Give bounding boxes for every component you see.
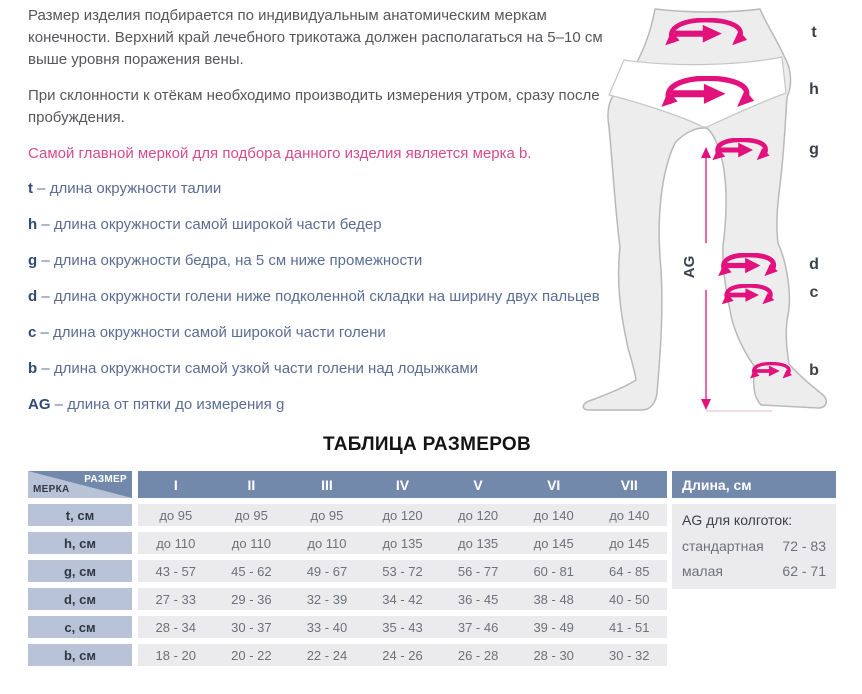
measurement-separator: – (36, 324, 54, 341)
value-cell: 45 - 62 (231, 563, 272, 579)
row-values (138, 588, 667, 610)
table-row (28, 588, 667, 610)
row-label: t, см (28, 504, 132, 526)
measurement-item-t (28, 178, 603, 199)
measurement-key: AG (28, 396, 51, 413)
value-cell: до 120 (382, 507, 423, 523)
measurement-item-AG (28, 394, 603, 415)
measurement-key: d (28, 288, 38, 305)
column-header-III: III (321, 476, 333, 493)
measurement-item-d (28, 286, 603, 307)
value-cell: 53 - 72 (382, 563, 423, 579)
intro-section (28, 5, 603, 430)
measure-label-h: h (809, 81, 819, 98)
measure-label-d: d (809, 256, 819, 273)
row-label: c, см (28, 616, 132, 638)
column-header-IV: IV (395, 476, 410, 493)
table-row (28, 560, 667, 582)
key-measure-note: Самой главной меркой для подбора данного изделия является мерка b. (28, 145, 532, 162)
measurement-key: h (28, 216, 38, 233)
measurement-item-b (28, 358, 603, 379)
length-table-subheader: AG для колготок: (682, 512, 793, 528)
value-cell: 60 - 81 (533, 563, 574, 579)
length-row-label: стандартная (682, 538, 764, 554)
value-cell: до 120 (458, 507, 499, 523)
measurement-separator: – (37, 252, 54, 269)
measurement-separator: – (37, 288, 54, 305)
row-values (138, 644, 667, 666)
value-cell: до 110 (231, 535, 271, 551)
column-header-VI: VI (547, 476, 561, 493)
ag-arrow-down (701, 399, 711, 410)
value-cell: до 95 (159, 507, 193, 523)
value-cell: до 95 (310, 507, 344, 523)
value-cell: 30 - 37 (231, 619, 272, 635)
row-label: g, см (28, 560, 132, 582)
table-row (28, 616, 667, 638)
column-headers (138, 471, 667, 498)
measurements-list (28, 178, 603, 415)
measurement-key: b (28, 360, 38, 377)
value-cell: 36 - 45 (457, 591, 499, 607)
measurement-text: длина окружности голени ниже подколенной складки на ширину двух пальцев (53, 288, 600, 305)
value-cell: до 110 (307, 535, 347, 551)
value-cell: 38 - 48 (533, 591, 574, 607)
table-row (28, 644, 667, 666)
measurement-item-h (28, 214, 603, 235)
value-cell: 39 - 49 (533, 619, 574, 635)
column-header-VII: VII (620, 476, 638, 493)
column-header-V: V (473, 476, 483, 493)
measurement-text: длина окружности самой широкой части бедер (53, 216, 382, 233)
ag-arrow-up (701, 147, 711, 158)
measurement-text: длина окружности бедра, на 5 см ниже промежности (53, 252, 423, 269)
length-table-header: Длина, см (672, 471, 836, 498)
value-cell: 20 - 22 (231, 647, 272, 663)
measurement-text: длина от пятки до измерения g (67, 396, 285, 413)
value-cell: 56 - 77 (457, 563, 499, 579)
measurement-text: длина окружности талии (49, 180, 222, 197)
intro-paragraph-2: При склонности к отёкам необходимо производить измерения утром, сразу после пробуждения. (28, 87, 600, 126)
legs-measurement-diagram (580, 0, 862, 432)
length-row-label: малая (682, 563, 723, 579)
value-cell: 43 - 57 (155, 563, 197, 579)
measure-label-c: c (809, 284, 819, 301)
value-cell: до 140 (533, 507, 574, 523)
value-cell: 32 - 39 (306, 591, 348, 607)
measure-label-b: b (809, 362, 819, 379)
measurement-key: g (28, 252, 38, 269)
measurement-item-c (28, 322, 603, 343)
measure-label-g: g (809, 141, 819, 158)
column-header-II: II (247, 476, 256, 493)
measurement-key: c (28, 324, 37, 341)
value-cell: до 140 (609, 507, 650, 523)
value-cell: 26 - 28 (457, 647, 499, 663)
row-label: b, см (28, 644, 132, 666)
length-table (672, 471, 836, 589)
size-table (28, 471, 667, 666)
row-values (138, 616, 667, 638)
intro-paragraph-1: Размер изделия подбирается по индивидуальным анатомическим меркам конечности. Верхний край лечебного трикотажа должен располагаться на 5–10 см выше уровня поражения вены. (28, 7, 603, 68)
value-cell: 29 - 36 (231, 591, 272, 607)
value-cell: 40 - 50 (609, 591, 650, 607)
value-cell: 28 - 30 (533, 647, 574, 663)
value-cell: до 145 (533, 535, 574, 551)
value-cell: 41 - 51 (609, 619, 650, 635)
table-row (28, 532, 667, 554)
size-table-body (28, 504, 667, 666)
measurement-key: t (28, 180, 33, 197)
measurement-text: длина окружности самой узкой части голени над лодыжками (53, 360, 479, 377)
row-label: h, см (28, 532, 132, 554)
value-cell: до 110 (156, 535, 196, 551)
value-cell: 33 - 40 (306, 619, 348, 635)
value-cell: 27 - 33 (155, 591, 197, 607)
value-cell: 30 - 32 (609, 647, 650, 663)
size-table-corner-cell (28, 471, 132, 498)
value-cell: до 135 (458, 535, 499, 551)
ag-label: AG (681, 255, 698, 279)
row-label: d, см (28, 588, 132, 610)
value-cell: до 135 (382, 535, 423, 551)
length-row-value: 62 - 71 (782, 563, 826, 579)
value-cell: до 95 (234, 507, 268, 523)
measurement-separator: – (37, 360, 54, 377)
column-header-I: I (173, 476, 178, 493)
value-cell: 28 - 34 (155, 619, 197, 635)
row-values (138, 504, 667, 526)
corner-merka-label: МЕРКА (33, 484, 70, 495)
length-row (682, 538, 826, 554)
row-values (138, 532, 667, 554)
value-cell: 49 - 67 (306, 563, 348, 579)
value-cell: 34 - 42 (382, 591, 423, 607)
measurement-separator: – (50, 396, 68, 413)
measure-label-t: t (811, 24, 817, 41)
length-row-value: 72 - 83 (782, 538, 826, 554)
value-cell: до 145 (609, 535, 650, 551)
value-cell: 64 - 85 (609, 563, 650, 579)
length-row (682, 563, 826, 579)
row-values (138, 560, 667, 582)
length-table-body (672, 504, 836, 589)
measurement-separator: – (37, 216, 54, 233)
table-row (28, 504, 667, 526)
length-rows (682, 538, 826, 579)
value-cell: 18 - 20 (155, 647, 197, 663)
corner-size-label: РАЗМЕР (84, 474, 127, 485)
measurement-text: длина окружности самой широкой части голени (53, 324, 386, 341)
measurement-separator: – (33, 180, 50, 197)
value-cell: 22 - 24 (306, 647, 348, 663)
measurement-item-g (28, 250, 603, 271)
size-table-title: ТАБЛИЦА РАЗМЕРОВ (322, 434, 532, 455)
value-cell: 24 - 26 (382, 647, 423, 663)
value-cell: 35 - 43 (382, 619, 423, 635)
value-cell: 37 - 46 (457, 619, 499, 635)
size-table-header-row (28, 471, 667, 498)
